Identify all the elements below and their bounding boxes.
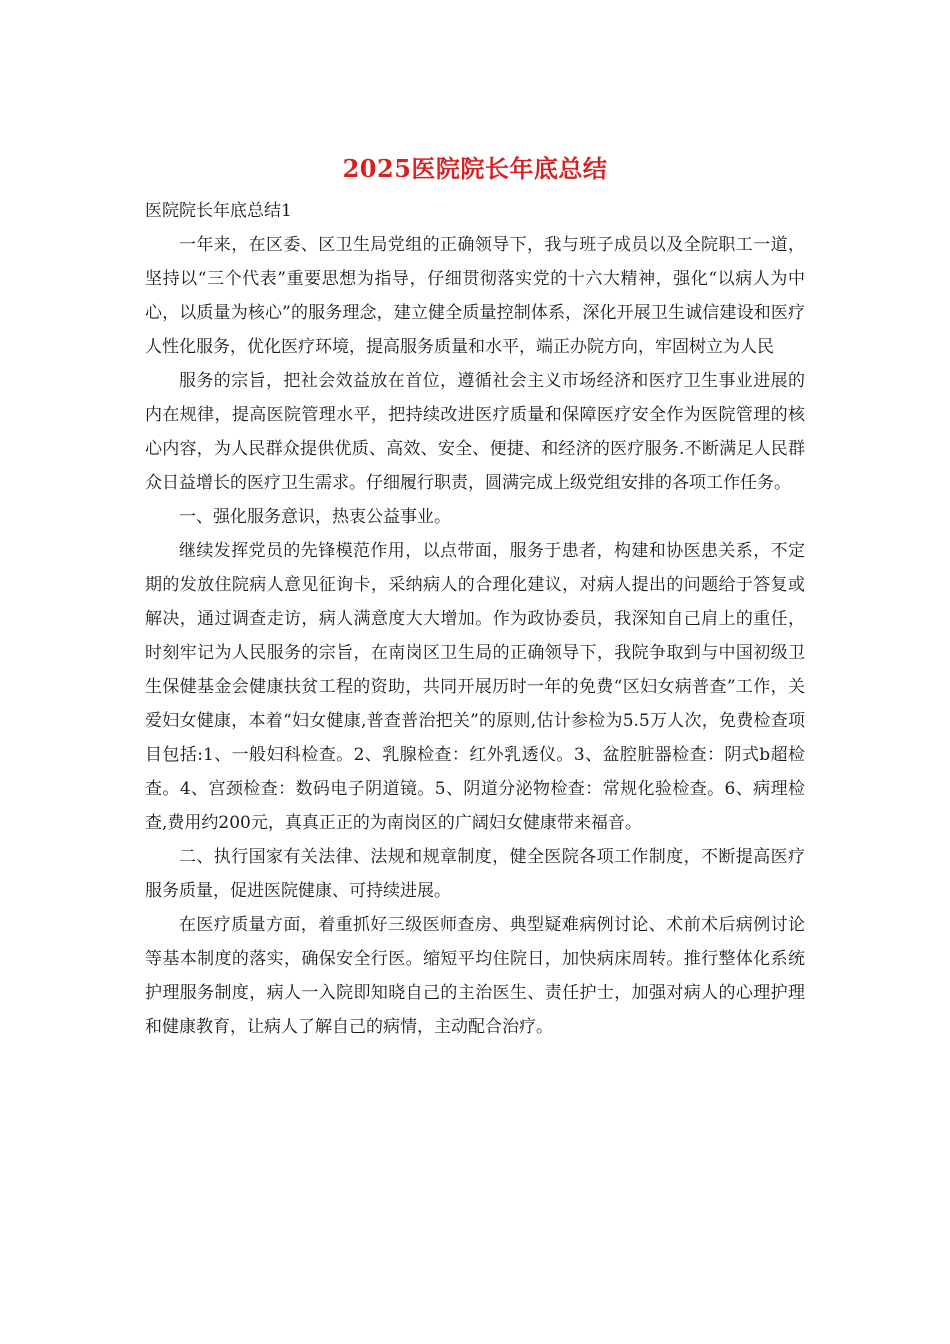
paragraph-purpose: 服务的宗旨，把社会效益放在首位，遵循社会主义市场经济和医疗卫生事业进展的内在规律，提高医院管理水平，把持续改进医疗质量和保障医疗安全作为医院管理的核心内容，为人民群众提供优质、高效、安全、便捷、和经济的医疗服务.不断满足人民群众日益增长的医疗卫生需求。仔细履行职责，圆满完成上级党组安排的各项工作任务。 bbox=[145, 371, 805, 493]
document-page bbox=[145, 150, 805, 1044]
paragraph-service: 继续发挥党员的先锋模范作用，以点带面，服务于患者，构建和协医患关系，不定期的发放住院病人意见征询卡，采纳病人的合理化建议，对病人提出的问题给于答复或解决，通过调查走访，病人满意度大大增加。作为政协委员，我深知自己肩上的重任，时刻牢记为人民服务的宗旨，在南岗区卫生局的正确领导下，我院争取到与中国初级卫生保健基金会健康扶贫工程的资助，共同开展历时一年的免费“区妇女病普查”工作，关爱妇女健康，本着“妇女健康,普查普治把关”的原则,估计参检为5.5万人次，免费检查项目包括:1、一般妇科检查。2、乳腺检查：红外乳透仪。3、盆腔脏器检查：阴式b超检查。4、宫颈检查：数码电子阴道镜。5、阴道分泌物检查：常规化验检查。6、病理检查,费用约200元，真真正正的为南岗区的广阔妇女健康带来福音。 bbox=[145, 541, 805, 833]
document-title: 2025医院院长年底总结 bbox=[342, 154, 608, 183]
section-heading-1: 一、强化服务意识，热衷公益事业。 bbox=[179, 507, 451, 527]
paragraph-intro: 一年来，在区委、区卫生局党组的正确领导下，我与班子成员以及全院职工一道，坚持以“三个代表”重要思想为指导，仔细贯彻落实党的十六大精神，强化“以病人为中心，以质量为核心”的服务理念，建立健全质量控制体系，深化开展卫生诚信建设和医疗人性化服务，优化医疗环境，提高服务质量和水平，端正办院方向，牢固树立为人民 bbox=[145, 235, 805, 357]
document-subtitle: 医院院长年底总结1 bbox=[145, 201, 292, 221]
paragraph-quality: 在医疗质量方面，着重抓好三级医师查房、典型疑难病例讨论、术前术后病例讨论等基本制度的落实，确保安全行医。缩短平均住院日，加快病床周转。推行整体化系统护理服务制度，病人一入院即知晓自己的主治医生、责任护士，加强对病人的心理护理和健康教育，让病人了解自己的病情，主动配合治疗。 bbox=[145, 915, 805, 1037]
section-heading-2: 二、执行国家有关法律、法规和规章制度，健全医院各项工作制度，不断提高医疗服务质量，促进医院健康、可持续进展。 bbox=[145, 847, 805, 901]
